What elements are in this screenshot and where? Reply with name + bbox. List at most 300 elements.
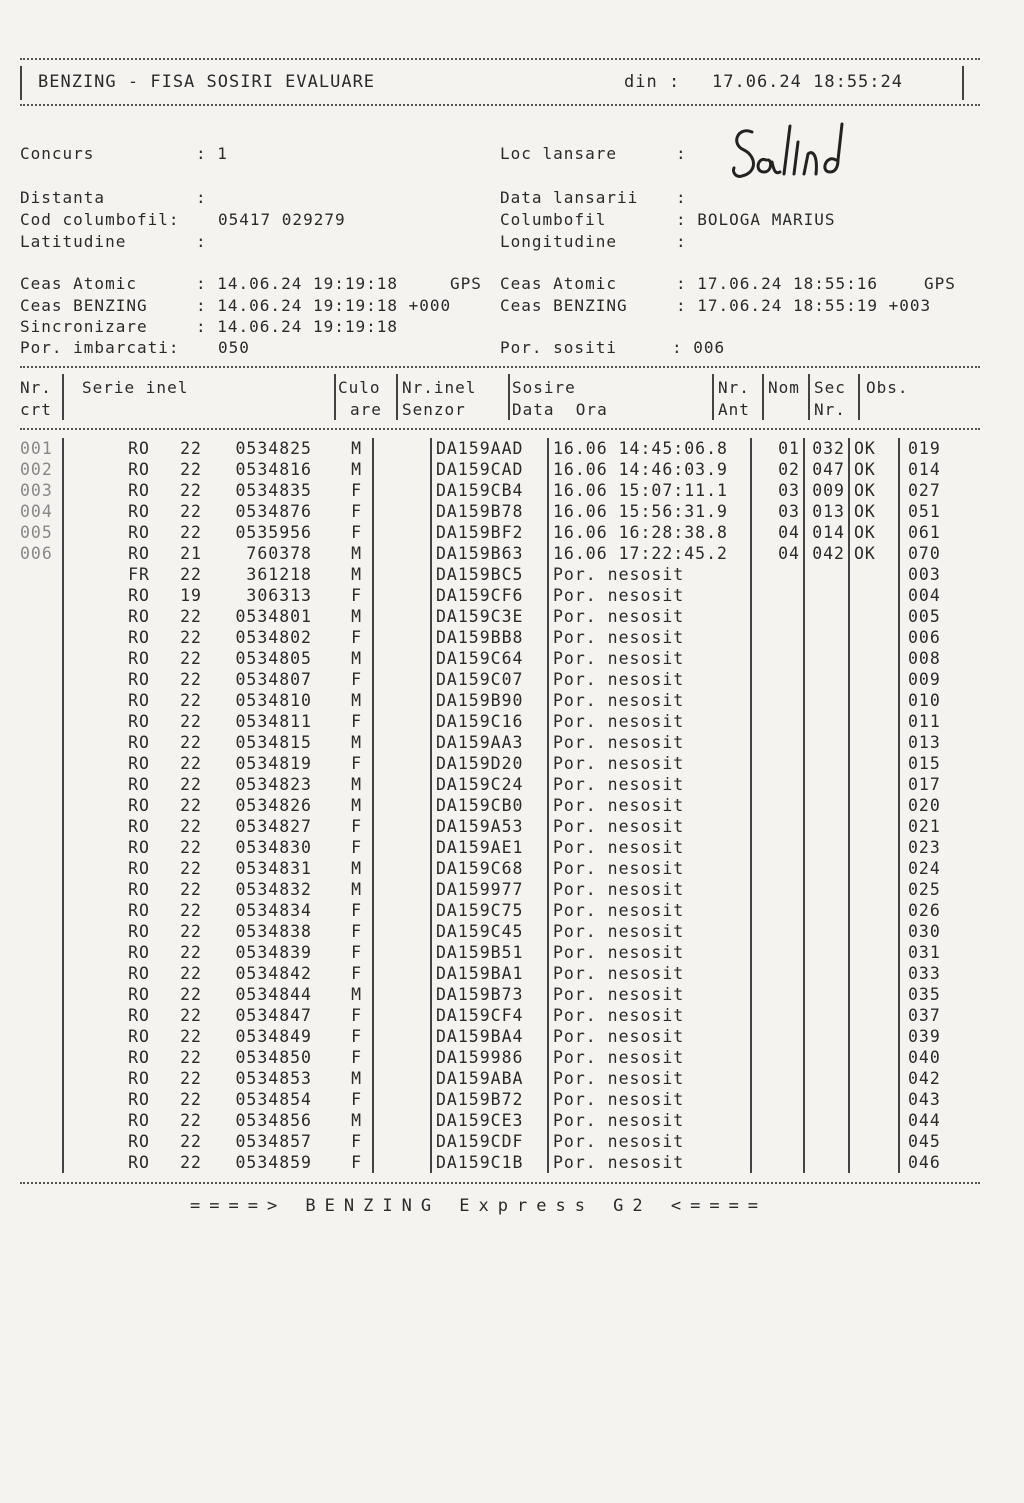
row-serie-inel	[63, 1089, 373, 1110]
ring-sex: M	[351, 985, 362, 1004]
row-nom	[804, 858, 849, 879]
ring-year: 22	[180, 1006, 202, 1025]
row-serie-inel	[63, 606, 373, 627]
row-sosire: Por. nesosit	[548, 564, 751, 585]
ring-country: RO	[128, 943, 150, 962]
row-senzor: DA159B63	[431, 543, 548, 564]
row-nr-crt	[20, 879, 63, 900]
table-row	[20, 816, 968, 837]
row-serie-inel	[63, 774, 373, 795]
row-sosire: Por. nesosit	[548, 900, 751, 921]
ring-sex: M	[351, 880, 362, 899]
ring-year: 22	[180, 481, 202, 500]
ceas-benzing-end-value: : 17.06.24 18:55:19 +003	[676, 296, 932, 315]
ring-number: 0534849	[235, 1027, 312, 1046]
columbofil-label: Columbofil	[500, 210, 607, 229]
ring-country: RO	[128, 775, 150, 794]
row-senzor: DA159CF6	[431, 585, 548, 606]
row-sosire: Por. nesosit	[548, 606, 751, 627]
row-nom: 013	[804, 501, 849, 522]
ring-number: 0534850	[235, 1048, 312, 1067]
row-serie-inel	[63, 690, 373, 711]
row-nom	[804, 1089, 849, 1110]
ring-year: 19	[180, 586, 202, 605]
row-nr-ant	[751, 1047, 804, 1068]
col-obs-label: Obs.	[866, 378, 909, 397]
header-col-divider	[396, 374, 398, 420]
data-lansarii-label: Data lansarii	[500, 188, 639, 207]
row-obs: 044	[908, 1111, 941, 1130]
row-nom	[804, 1068, 849, 1089]
row-nom	[804, 921, 849, 942]
row-obs: 042	[908, 1069, 941, 1088]
row-nr-crt	[20, 1152, 63, 1173]
row-obs: 004	[908, 586, 941, 605]
ring-sex: F	[351, 1132, 362, 1151]
ring-year: 22	[180, 1027, 202, 1046]
row-culoare	[373, 879, 431, 900]
row-culoare	[373, 606, 431, 627]
row-nom	[804, 963, 849, 984]
row-sec	[849, 1068, 899, 1089]
ring-year: 22	[180, 670, 202, 689]
row-senzor: DA159ABA	[431, 1068, 548, 1089]
ring-year: 22	[180, 1069, 202, 1088]
row-obs: 070	[908, 544, 941, 563]
table-row	[20, 732, 968, 753]
row-nr-ant	[751, 1152, 804, 1173]
row-senzor: DA159C68	[431, 858, 548, 879]
ring-sex: M	[351, 544, 362, 563]
ring-year: 22	[180, 964, 202, 983]
row-obs: 009	[908, 670, 941, 689]
row-senzor: DA159BC5	[431, 564, 548, 585]
row-sosire: Por. nesosit	[548, 1047, 751, 1068]
row-nr-ant: 04	[751, 522, 804, 543]
row-nom	[804, 1131, 849, 1152]
col-sosire-label: Sosire	[512, 378, 576, 397]
row-senzor: DA159BB8	[431, 627, 548, 648]
row-serie-inel	[63, 963, 373, 984]
ring-country: RO	[128, 1027, 150, 1046]
ceas-atomic-start-value: : 14.06.24 19:19:18	[196, 274, 399, 293]
row-nr-ant	[751, 942, 804, 963]
table-row	[20, 585, 968, 606]
ring-sex: M	[351, 607, 362, 626]
row-sec	[849, 879, 899, 900]
ring-country: RO	[128, 964, 150, 983]
row-serie-inel	[63, 732, 373, 753]
row-nr-crt	[20, 921, 63, 942]
row-nr-ant: 01	[751, 438, 804, 459]
row-sosire: Por. nesosit	[548, 984, 751, 1005]
ring-sex: F	[351, 922, 362, 941]
row-sec	[849, 1047, 899, 1068]
loc-lansare-sep: :	[676, 144, 687, 163]
row-culoare	[373, 1026, 431, 1047]
table-row	[20, 438, 968, 459]
ring-year: 22	[180, 649, 202, 668]
row-culoare	[373, 648, 431, 669]
row-culoare	[373, 1110, 431, 1131]
table-row	[20, 774, 968, 795]
ring-sex: F	[351, 712, 362, 731]
row-sosire: Por. nesosit	[548, 816, 751, 837]
ring-number: 0534802	[235, 628, 312, 647]
ring-number: 0534847	[235, 1006, 312, 1025]
table-row	[20, 648, 968, 669]
header-separator-rule	[20, 428, 980, 430]
row-nr-crt	[20, 564, 63, 585]
col-serie-label: Serie inel	[82, 378, 189, 397]
row-culoare	[373, 1047, 431, 1068]
table-row	[20, 522, 968, 543]
ring-sex: M	[351, 439, 362, 458]
ring-year: 22	[180, 439, 202, 458]
row-culoare	[373, 564, 431, 585]
row-nom	[804, 795, 849, 816]
ring-sex: F	[351, 901, 362, 920]
row-nr-ant	[751, 564, 804, 585]
row-nr-ant	[751, 1026, 804, 1047]
row-serie-inel	[63, 879, 373, 900]
row-serie-inel	[63, 627, 373, 648]
row-nom	[804, 606, 849, 627]
row-nom	[804, 984, 849, 1005]
row-sosire: Por. nesosit	[548, 963, 751, 984]
row-senzor: DA159CE3	[431, 1110, 548, 1131]
row-serie-inel	[63, 1047, 373, 1068]
row-sosire: Por. nesosit	[548, 879, 751, 900]
ring-year: 22	[180, 775, 202, 794]
ring-year: 22	[180, 628, 202, 647]
ring-number: 0534815	[235, 733, 312, 752]
row-culoare	[373, 984, 431, 1005]
ring-year: 22	[180, 502, 202, 521]
row-nr-crt	[20, 774, 63, 795]
row-nom	[804, 564, 849, 585]
row-nr-crt	[20, 1047, 63, 1068]
row-sosire: Por. nesosit	[548, 585, 751, 606]
ring-sex: M	[351, 796, 362, 815]
ring-number: 0534826	[235, 796, 312, 815]
longitudine-sep: :	[676, 232, 687, 251]
row-obs: 040	[908, 1048, 941, 1067]
row-obs: 005	[908, 607, 941, 626]
ring-year: 22	[180, 712, 202, 731]
row-senzor: DA159B73	[431, 984, 548, 1005]
row-culoare	[373, 690, 431, 711]
header-col-divider	[858, 374, 860, 420]
row-sosire: Por. nesosit	[548, 627, 751, 648]
row-sosire: Por. nesosit	[548, 1110, 751, 1131]
row-serie-inel	[63, 648, 373, 669]
row-senzor: DA159986	[431, 1047, 548, 1068]
row-sec: OK	[849, 459, 899, 480]
row-sec	[849, 648, 899, 669]
ring-sex: F	[351, 838, 362, 857]
row-nr-ant	[751, 711, 804, 732]
row-senzor: DA159CB0	[431, 795, 548, 816]
ring-sex: M	[351, 691, 362, 710]
table-bottom-rule	[20, 1182, 980, 1184]
row-senzor: DA159C45	[431, 921, 548, 942]
row-nom	[804, 648, 849, 669]
ring-number: 0534807	[235, 670, 312, 689]
ring-year: 22	[180, 880, 202, 899]
row-serie-inel	[63, 711, 373, 732]
ring-sex: M	[351, 649, 362, 668]
row-sosire: 16.06 14:45:06.8	[548, 438, 751, 459]
row-obs: 025	[908, 880, 941, 899]
row-culoare	[373, 1068, 431, 1089]
ring-year: 22	[180, 817, 202, 836]
table-row	[20, 501, 968, 522]
row-sec	[849, 606, 899, 627]
ring-year: 22	[180, 859, 202, 878]
row-serie-inel	[63, 1026, 373, 1047]
ring-number: 0534801	[235, 607, 312, 626]
ring-sex: F	[351, 502, 362, 521]
row-nr-crt	[20, 669, 63, 690]
row-senzor: DA159C16	[431, 711, 548, 732]
ring-number: 361218	[246, 565, 312, 584]
row-nr-crt: 005	[20, 522, 63, 543]
row-nom	[804, 816, 849, 837]
table-row	[20, 627, 968, 648]
col-ant-label: Nr.	[718, 378, 750, 397]
row-obs: 003	[908, 565, 941, 584]
row-senzor: DA159A53	[431, 816, 548, 837]
row-serie-inel	[63, 522, 373, 543]
row-nr-ant: 02	[751, 459, 804, 480]
row-sec	[849, 564, 899, 585]
row-nom	[804, 1152, 849, 1173]
row-culoare	[373, 711, 431, 732]
ring-number: 0534853	[235, 1069, 312, 1088]
row-culoare	[373, 816, 431, 837]
row-sec	[849, 774, 899, 795]
row-nr-crt	[20, 606, 63, 627]
row-senzor: DA159977	[431, 879, 548, 900]
row-nr-ant	[751, 963, 804, 984]
row-obs: 030	[908, 922, 941, 941]
ring-number: 0534838	[235, 922, 312, 941]
row-serie-inel	[63, 984, 373, 1005]
ring-country: RO	[128, 460, 150, 479]
row-culoare	[373, 1131, 431, 1152]
row-obs: 037	[908, 1006, 941, 1025]
ring-year: 22	[180, 1090, 202, 1109]
header-left-bar	[20, 66, 22, 100]
row-nr-crt: 004	[20, 501, 63, 522]
row-obs: 015	[908, 754, 941, 773]
col-crt-label: crt	[20, 400, 52, 419]
row-nr-crt: 003	[20, 480, 63, 501]
ring-number: 0534839	[235, 943, 312, 962]
header-col-divider	[712, 374, 714, 420]
table-row	[20, 1089, 968, 1110]
row-sec	[849, 1131, 899, 1152]
row-sec	[849, 816, 899, 837]
ring-country: RO	[128, 607, 150, 626]
table-row	[20, 963, 968, 984]
col-senzor-label-2: Senzor	[402, 400, 466, 419]
col-culoare-label: Culo	[338, 378, 381, 397]
ring-number: 0534805	[235, 649, 312, 668]
row-obs: 011	[908, 712, 941, 731]
header-col-divider	[762, 374, 764, 420]
row-sosire: Por. nesosit	[548, 1026, 751, 1047]
table-row	[20, 858, 968, 879]
row-serie-inel	[63, 564, 373, 585]
distanta-label: Distanta	[20, 188, 106, 207]
table-row	[20, 564, 968, 585]
concurs-label: Concurs	[20, 144, 95, 163]
row-sosire: Por. nesosit	[548, 1005, 751, 1026]
row-sec: OK	[849, 480, 899, 501]
row-nom	[804, 1026, 849, 1047]
distanta-sep: :	[196, 188, 207, 207]
row-sosire: Por. nesosit	[548, 690, 751, 711]
row-nom	[804, 627, 849, 648]
table-row	[20, 480, 968, 501]
ring-number: 0534830	[235, 838, 312, 857]
row-obs: 031	[908, 943, 941, 962]
row-serie-inel	[63, 921, 373, 942]
ring-country: RO	[128, 796, 150, 815]
row-serie-inel	[63, 480, 373, 501]
row-senzor: DA159D20	[431, 753, 548, 774]
row-culoare	[373, 942, 431, 963]
ring-number: 0535956	[235, 523, 312, 542]
latitudine-sep: :	[196, 232, 207, 251]
row-senzor: DA159C24	[431, 774, 548, 795]
row-obs: 026	[908, 901, 941, 920]
ring-number: 0534857	[235, 1132, 312, 1151]
col-nr-label: Nr.	[20, 378, 52, 397]
row-nr-crt	[20, 1005, 63, 1026]
row-nom	[804, 711, 849, 732]
row-serie-inel	[63, 459, 373, 480]
ring-sex: M	[351, 859, 362, 878]
ring-sex: F	[351, 481, 362, 500]
table-row	[20, 900, 968, 921]
row-serie-inel	[63, 900, 373, 921]
row-sec	[849, 627, 899, 648]
row-nr-crt	[20, 711, 63, 732]
ring-country: RO	[128, 481, 150, 500]
row-obs: 024	[908, 859, 941, 878]
col-nom-label: Nom	[768, 378, 800, 397]
row-serie-inel	[63, 1068, 373, 1089]
row-nr-ant	[751, 627, 804, 648]
ring-year: 22	[180, 565, 202, 584]
row-nr-ant	[751, 606, 804, 627]
ring-number: 0534835	[235, 481, 312, 500]
row-senzor: DA159C64	[431, 648, 548, 669]
row-culoare	[373, 858, 431, 879]
latitudine-label: Latitudine	[20, 232, 127, 251]
ring-number: 0534842	[235, 964, 312, 983]
row-obs: 006	[908, 628, 941, 647]
row-nr-ant	[751, 1131, 804, 1152]
row-nr-ant	[751, 1005, 804, 1026]
footer-banner: ====> BENZING Express G2 <====	[190, 1196, 768, 1216]
row-obs: 017	[908, 775, 941, 794]
row-senzor: DA159B90	[431, 690, 548, 711]
ring-number: 760378	[246, 544, 312, 563]
row-sosire: 16.06 15:56:31.9	[548, 501, 751, 522]
row-nr-crt	[20, 585, 63, 606]
ceas-benzing-end-label: Ceas BENZING	[500, 296, 628, 315]
header-col-divider	[62, 374, 64, 420]
row-sec	[849, 711, 899, 732]
row-nr-ant: 03	[751, 501, 804, 522]
imbarcati-label: Por. imbarcati:	[20, 338, 180, 357]
row-nr-ant	[751, 774, 804, 795]
row-culoare	[373, 963, 431, 984]
row-sec	[849, 837, 899, 858]
row-nom	[804, 774, 849, 795]
ring-number: 0534831	[235, 859, 312, 878]
row-sosire: Por. nesosit	[548, 1131, 751, 1152]
row-culoare	[373, 480, 431, 501]
row-obs: 027	[908, 481, 941, 500]
row-obs: 033	[908, 964, 941, 983]
ring-number: 0534810	[235, 691, 312, 710]
row-nr-crt	[20, 795, 63, 816]
row-nr-ant	[751, 1068, 804, 1089]
ring-sex: F	[351, 670, 362, 689]
row-senzor: DA159CB4	[431, 480, 548, 501]
ring-country: RO	[128, 649, 150, 668]
header-col-divider	[808, 374, 810, 420]
ring-year: 22	[180, 733, 202, 752]
row-sosire: Por. nesosit	[548, 795, 751, 816]
col-sosire-label-2: Data Ora	[512, 400, 608, 419]
row-sosire: Por. nesosit	[548, 1089, 751, 1110]
sincronizare-value: : 14.06.24 19:19:18	[196, 317, 399, 336]
row-obs: 019	[908, 439, 941, 458]
table-row	[20, 1068, 968, 1089]
row-obs: 010	[908, 691, 941, 710]
row-serie-inel	[63, 438, 373, 459]
table-row	[20, 606, 968, 627]
ring-sex: F	[351, 1048, 362, 1067]
row-sec	[849, 858, 899, 879]
ring-country: RO	[128, 1048, 150, 1067]
table-row	[20, 879, 968, 900]
row-nom	[804, 1047, 849, 1068]
row-obs: 023	[908, 838, 941, 857]
row-serie-inel	[63, 837, 373, 858]
ring-country: RO	[128, 880, 150, 899]
table-row	[20, 1152, 968, 1173]
row-sosire: Por. nesosit	[548, 858, 751, 879]
row-nom: 009	[804, 480, 849, 501]
row-serie-inel	[63, 858, 373, 879]
gps-tag-end: GPS	[924, 274, 956, 293]
row-senzor: DA159B72	[431, 1089, 548, 1110]
row-serie-inel	[63, 1131, 373, 1152]
col-sec-label-2: Nr.	[814, 400, 846, 419]
row-nr-crt: 002	[20, 459, 63, 480]
ring-country: RO	[128, 439, 150, 458]
row-nr-crt	[20, 648, 63, 669]
row-nr-crt	[20, 1110, 63, 1131]
row-culoare	[373, 585, 431, 606]
